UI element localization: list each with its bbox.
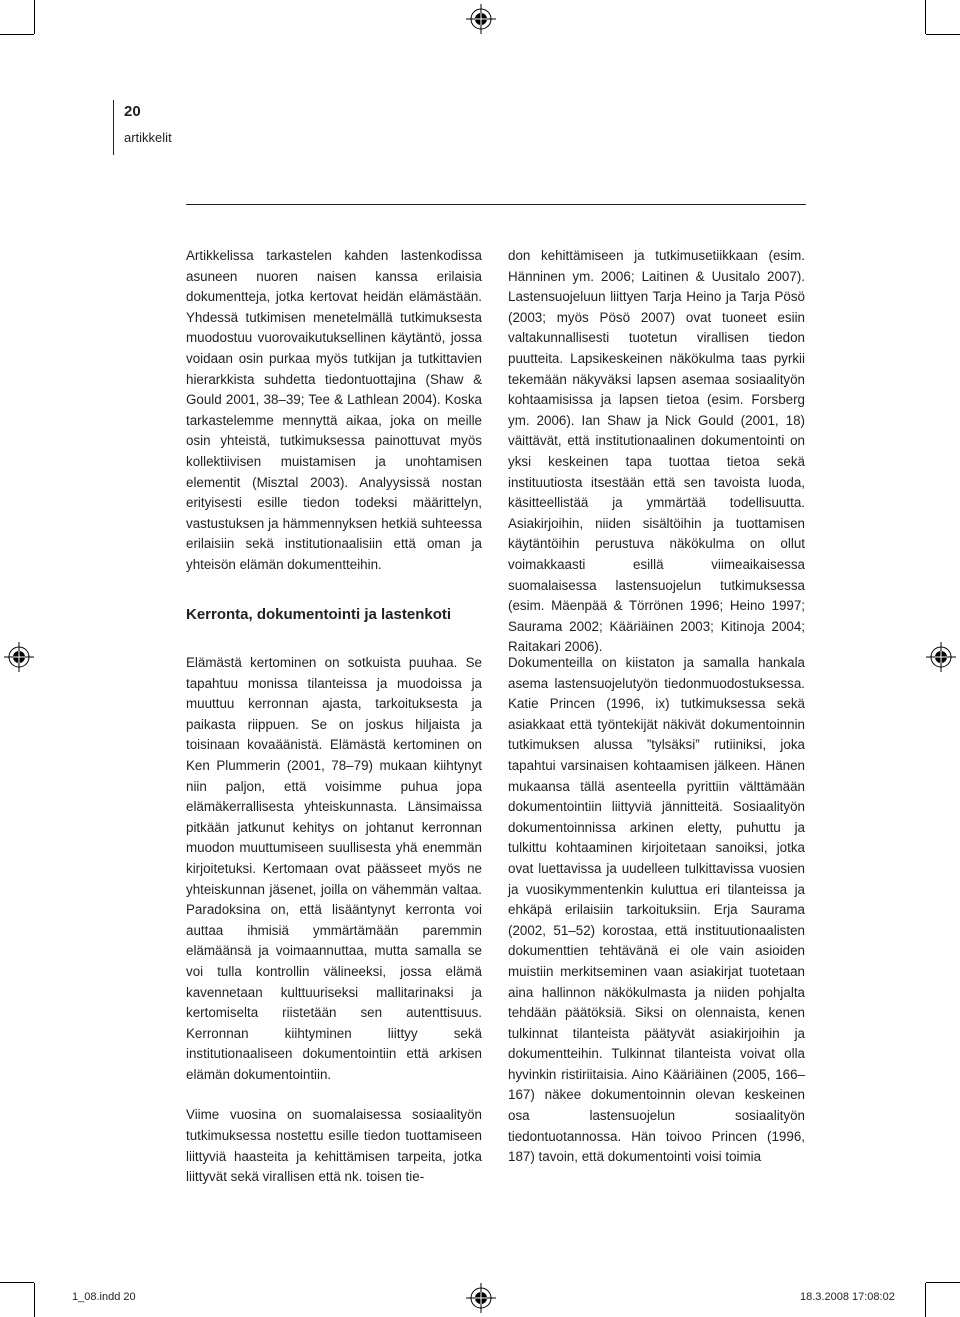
page-number: 20 — [124, 103, 141, 120]
registration-mark-top-icon — [466, 4, 496, 34]
top-rule — [186, 204, 806, 205]
crop-mark-top-right — [925, 0, 926, 34]
footer-timestamp: 18.3.2008 17:08:02 — [800, 1291, 895, 1303]
registration-mark-left-icon — [4, 642, 34, 672]
crop-mark-bottom-right-h — [926, 1282, 960, 1283]
left-column-intro — [186, 246, 482, 576]
section-label: artikkelit — [124, 130, 172, 145]
crop-mark-bottom-left-h — [0, 1282, 34, 1283]
crop-mark-bottom-right — [925, 1283, 926, 1317]
right-column-bottom — [508, 653, 805, 1168]
registration-mark-bottom-icon — [466, 1283, 496, 1313]
body-paragraph: Viime vuosina on suomalaisessa sosiaalityön tutkimuksessa nostettu esille tiedon tuottamiseen liittyviä haasteita ja kehittämisen tarpeita, jotka liittyvät sekä virallisen että nk. toisen tie- — [186, 1107, 482, 1185]
body-paragraph: Dokumenteilla on kiistaton ja samalla hankala asema lastensuojelutyön tiedonmuodostuksessa. Katie Princen (1996, ix) tutkimuksessa sekä asiakkaat että työntekijät näkivät dokumentoinnin tutkimuksen alussa ”tylsäksi” rutiiniksi, joka tapahtui varsinaisen kohtaamisen jälkeen. Hänen mukaansa tällä asenteella pyrittiin välttämään dokumentointiin liittyviä jännitteitä. Sosiaalityön dokumentoinnissa arkinen eletty, puhuttu ja tulkittu kohtaaminen kirjoitetaan sanoiksi, jotka ovat luettavissa ja uudelleen tulkittavissa vuosien ja vuosikymmentenkin kuluttua eri tilanteissa ja ehkäpä erilaisiin tarkoituksiin. Erja Saurama (2002, 51–52) korostaa, että instituutionaalisten dokumenttien tehtävänä ei ole vain asioiden muistiin merkitseminen vaan asiakirjat tuotetaan aina hallinnon näkökulmasta ja niiden pohjalta tehdään päätöksiä. Siksi on olennaista, kenen tulkinnat tilanteista päätyvät asiakirjoihin ja dokumentteihin. Tulkinnat tilanteista voivat olla hyvinkin ristiriitaisia. Aino Kääriäinen (2005, 166–167) näkee dokumentoinnin olevan keskeinen osa lastensuojelun sosiaalityön tiedontuotannossa. Hän toivoo Princen (1996, 187) tavoin, että dokumentointi voisi toimia — [508, 655, 805, 1165]
header-divider — [113, 100, 114, 155]
intro-paragraph: Artikkelissa tarkastelen kahden lastenkodissa asuneen nuoren naisen kanssa erilaisia dokumentteja, jotka kertovat heidän elämästään. Yhdessä tutkimisen menetelmällä tutkimuksesta muodostuu vuorovaikutuksellinen käytäntö, jossa voidaan osin purkaa myös tutkijan ja tutkittavien hierarkkista suhdetta tiedontuottajina (Shaw & Gould 2001, 38–39; Tee & Lathlean 2004). Koska tarkastelemme mennyttä aikaa, joka on meille osin yhteistä, tutkimuksessa painottuvat myös kollektiivisen muistamisen ja unohtamisen elementit (Misztal 2003). Analyysissä nostan erityisesti esille tiedon todeksi määrittelyn, vastustuksen ja hämmennyksen hetkiä suhteessa erilaisiin sekä institutionaalisiin että oman ja yhteisön elämän dokumentteihin. — [186, 248, 482, 572]
crop-mark-top-right-h — [926, 34, 960, 35]
crop-mark-bottom-left — [34, 1283, 35, 1317]
body-paragraph: don kehittämiseen ja tutkimusetiikkaan (esim. Hänninen ym. 2006; Laitinen & Uusitalo 2007). Lastensuojeluun liittyen Tarja Heino ja Tarja Pösö (2003; myös Pösö 2007) ovat tuoneet esiin valtakunnallisesti tuotetun virallisen tiedon puutteita. Lapsikeskeinen näkökulma taas pyrkii tekemään näkyväksi lapsen asemaa sosiaalityön kohtaamisissa ja lapsen tietoa (esim. Forsberg ym. 2006). Ian Shaw ja Nick Gould (2001, 18) väittävät, että institutionaalinen dokumentointi on yksi keskeinen tapa tuottaa tietoa sekä instituutiosta itsestään että sen tavoista luoda, käsitteellistää ja ymmärtää todellisuutta. Asiakirjoihin, niiden sisältöihin ja tuottamisen käytäntöihin perustuva näkökulma on ollut voimakkaasti esillä viimeaikaisessa suomalaisessa lastensuojelun tutkimuksessa (esim. Mäenpää & Törrönen 1996; Heino 1997; Saurama 2002; Kääriäinen 2003; Kitinoja 2004; Raitakari 2006). — [508, 248, 805, 655]
left-column-body — [186, 653, 482, 1188]
crop-mark-top-left — [34, 0, 35, 34]
body-paragraph: Elämästä kertominen on sotkuista puuhaa. Se tapahtuu monissa tilanteissa ja muodoissa ja muuttuu kerronnan ajasta, tarkoituksesta ja paikasta riippuen. Se on joskus hiljaista ja toisinaan kovaäänistä. Elämästä kertominen on Ken Plummerin (2001, 78–79) mukaan kiihtynyt niin paljon, että voisimme puhua jopa elämäkerrallisesta yhteiskunnasta. Länsimaissa pitkään jatkunut kehitys on johtanut kerronnan muodon muuttumiseen suullisesta yhä enemmän kirjoitetuksi. Kertomaan ovat päässeet myös ne yhteiskunnan jäsenet, joilla on vähemmän valtaa. Paradoksina on, että lisääntynyt kerronta voi auttaa ihmisiä ymmärtämään paremmin elämäänsä ja voimaannuttaa, mutta samalla se voi tulla kontrollin välineeksi, jossa elämä kavennetaan kulttuuriseksi mallitarinaksi ja kertomiselta riistetään sen autenttisuus. Kerronnan kiihtyminen liittyy sekä institutionaaliseen dokumentointiin että arkisen elämän dokumentointiin. — [186, 655, 482, 1082]
footer-file-name: 1_08.indd 20 — [72, 1291, 136, 1303]
right-column-top — [508, 246, 805, 658]
crop-mark-top-left-h — [0, 34, 34, 35]
registration-mark-right-icon — [926, 642, 956, 672]
section-heading: Kerronta, dokumentointi ja lastenkoti — [186, 606, 452, 623]
